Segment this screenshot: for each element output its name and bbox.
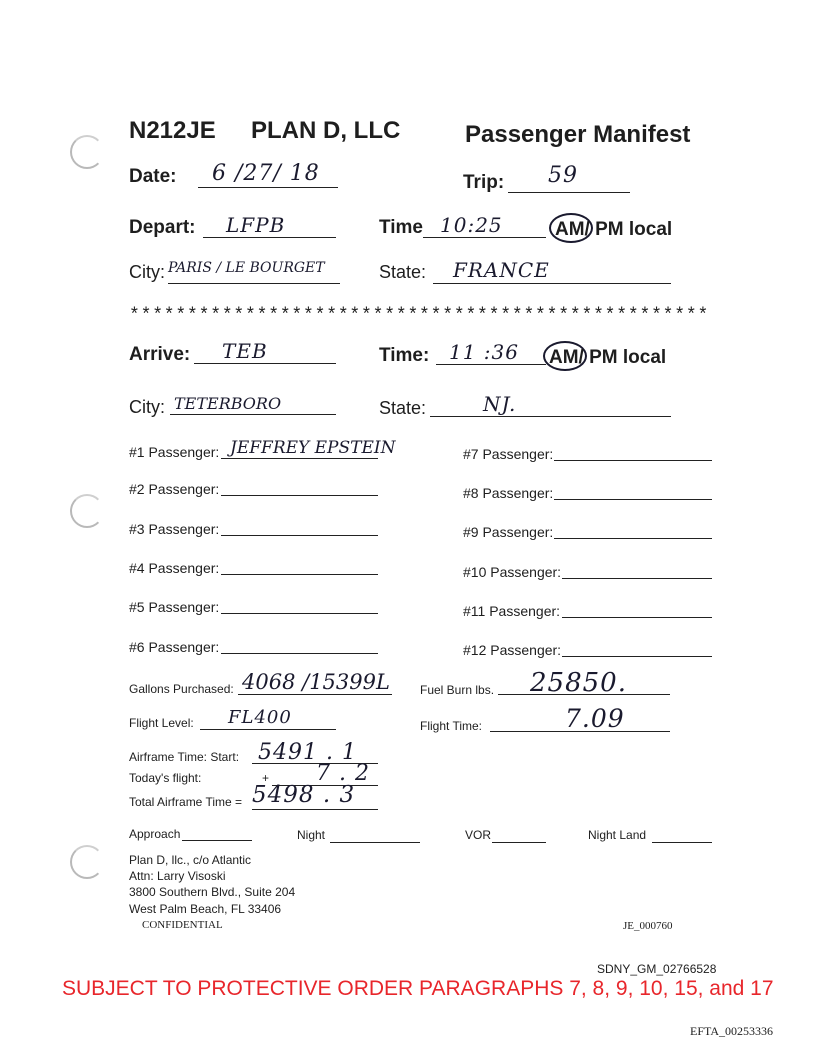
date-label: Date: (129, 166, 177, 187)
passenger-line (221, 574, 378, 575)
passenger-line (221, 458, 378, 459)
address-line-1: Plan D, llc., c/o Atlantic (129, 853, 252, 867)
todays-flight-plus: + (262, 771, 270, 785)
vor-line (492, 842, 546, 843)
passenger-line (221, 613, 378, 614)
passenger-label: #9 Passenger: (463, 524, 554, 540)
date-line (198, 187, 338, 188)
address-line-3: 3800 Southern Blvd., Suite 204 (129, 885, 296, 899)
punch-hole-bottom (70, 845, 104, 879)
passenger-label: #3 Passenger: (129, 521, 220, 537)
tail-number: N212JE (129, 117, 216, 144)
todays-flight-label: Today's flight: (129, 771, 202, 785)
night-label: Night (297, 828, 326, 842)
flight-time-line (490, 731, 670, 732)
date-value: 6 /27/ 18 (212, 161, 320, 186)
passenger-line (554, 460, 712, 461)
depart-ampm-label: AM/ PM local (555, 219, 673, 240)
todays-flight-value: 7 . 2 (316, 761, 370, 786)
gallons-value: 4068 /15399L (242, 670, 390, 694)
arrive-state-label: State: (379, 398, 427, 418)
depart-city-value: PARIS / LE BOURGET (168, 260, 325, 276)
depart-label: Depart: (129, 217, 196, 238)
passenger-label: #2 Passenger: (129, 481, 220, 497)
night-land-line (652, 842, 712, 843)
trip-label: Trip: (463, 172, 505, 193)
separator-stars: ************************************************** (129, 306, 710, 326)
gallons-label: Gallons Purchased: (129, 682, 234, 696)
page-title: Passenger Manifest (465, 121, 691, 148)
gallons-line (238, 694, 392, 695)
arrive-time-value: 11 :36 (449, 340, 519, 364)
bates-je: JE_000760 (623, 920, 673, 932)
passenger-label: #10 Passenger: (463, 564, 562, 580)
depart-time-line (423, 237, 546, 238)
passenger-line (562, 617, 712, 618)
address-line-2: Attn: Larry Visoski (129, 869, 226, 883)
depart-city-label: City: (129, 262, 165, 282)
arrive-time-line (436, 364, 546, 365)
arrive-time-label: Time: (379, 345, 430, 366)
bates-sdny: SDNY_GM_02766528 (597, 962, 717, 976)
night-line (330, 842, 420, 843)
airframe-start-label: Airframe Time: Start: (129, 750, 240, 764)
depart-time-value: 10:25 (440, 213, 503, 237)
arrive-value: TEB (222, 339, 268, 363)
fuel-burn-line (498, 694, 670, 695)
night-land-label: Night Land (588, 828, 647, 842)
approach-label: Approach (129, 827, 181, 841)
confidential-stamp: CONFIDENTIAL (142, 919, 223, 931)
passenger-label: #4 Passenger: (129, 560, 220, 576)
passenger-line (221, 495, 378, 496)
vor-label: VOR (465, 828, 492, 842)
arrive-ampm-label: AM/ PM local (549, 347, 667, 368)
arrive-city-value: TETERBORO (174, 394, 282, 413)
airframe-start-value: 5491 . 1 (258, 740, 357, 765)
company-name: PLAN D, LLC (251, 117, 401, 144)
depart-value: LFPB (226, 213, 286, 237)
arrive-line (194, 363, 336, 364)
depart-time-label: Time (379, 217, 424, 238)
total-airframe-label: Total Airframe Time = (129, 795, 243, 809)
approach-line (182, 840, 252, 841)
total-airframe-line (252, 809, 378, 810)
passenger-label: #8 Passenger: (463, 485, 554, 501)
arrive-state-line (430, 416, 671, 417)
passenger-label: #11 Passenger: (463, 603, 561, 619)
protective-order-notice: SUBJECT TO PROTECTIVE ORDER PARAGRAPHS 7, 8, 9, 10, 15, and 17 (62, 977, 774, 1000)
arrive-label: Arrive: (129, 344, 191, 365)
passenger-value: JEFFREY EPSTEIN (230, 438, 396, 458)
depart-state-value: FRANCE (453, 258, 550, 282)
flight-time-value: 7.09 (565, 704, 625, 733)
passenger-line (554, 538, 712, 539)
fuel-burn-label: Fuel Burn lbs. (420, 683, 495, 697)
arrive-city-line (170, 414, 336, 415)
trip-value: 59 (548, 163, 578, 188)
depart-city-line (168, 283, 340, 284)
passenger-label: #1 Passenger: (129, 444, 220, 460)
passenger-line (562, 578, 712, 579)
flight-level-label: Flight Level: (129, 716, 194, 730)
efta-number: EFTA_00253336 (690, 1024, 774, 1038)
flight-time-label: Flight Time: (420, 719, 483, 733)
depart-line (203, 237, 336, 238)
arrive-city-label: City: (129, 397, 165, 417)
depart-state-line (433, 283, 671, 284)
total-airframe-value: 5498 . 3 (252, 782, 356, 808)
flight-level-line (200, 729, 336, 730)
passenger-label: #12 Passenger: (463, 642, 562, 658)
passenger-line (554, 499, 712, 500)
address-line-4: West Palm Beach, FL 33406 (129, 902, 282, 916)
passenger-line (221, 653, 378, 654)
fuel-burn-value: 25850. (530, 668, 627, 698)
punch-hole-middle (70, 494, 104, 528)
passenger-line (562, 656, 712, 657)
punch-hole-top (70, 135, 104, 169)
passenger-line (221, 535, 378, 536)
flight-level-value: FL400 (228, 707, 292, 728)
passenger-label: #7 Passenger: (463, 446, 554, 462)
arrive-state-value: NJ. (483, 392, 517, 416)
depart-state-label: State: (379, 262, 427, 282)
passenger-label: #6 Passenger: (129, 639, 220, 655)
passenger-label: #5 Passenger: (129, 599, 220, 615)
trip-line (508, 192, 630, 193)
